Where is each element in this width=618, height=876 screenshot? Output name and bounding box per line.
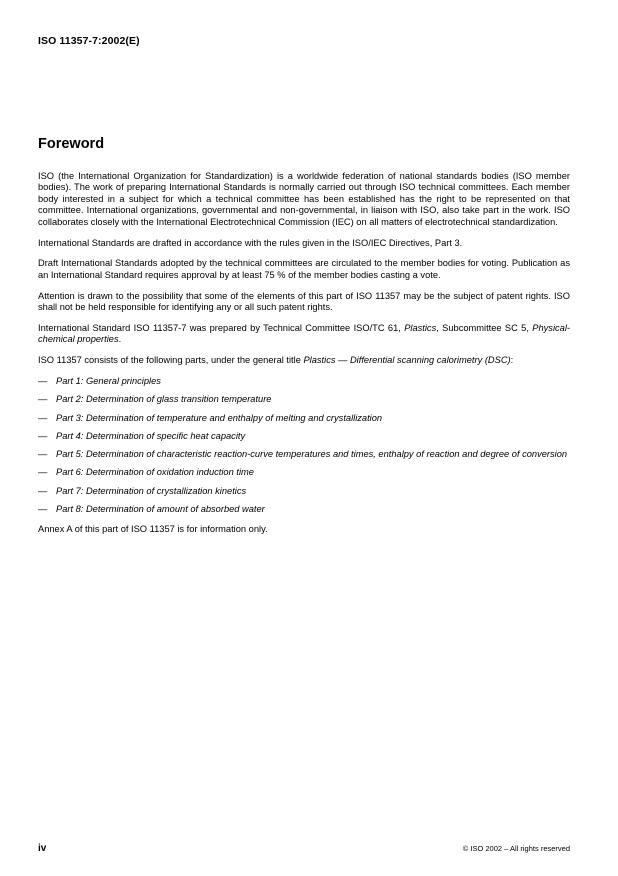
foreword-section [38,136,570,545]
committee-tc-name: Plastics [404,323,437,334]
list-item [38,486,570,497]
list-dash: — [38,412,48,423]
list-dash: — [38,376,48,387]
committee-sc-name: Physical-chemical properties [38,323,570,345]
part-title: Part 3: Determination of temperature and enthalpy of melting and crystallization [56,412,383,423]
list-dash: — [38,485,48,496]
committee-text-b: , Subcommittee SC 5, [436,323,533,334]
page-number: iv [38,843,47,854]
part-title: Part 4: Determination of specific heat capacity [56,430,246,441]
document-id-header: ISO 11357-7:2002(E) [38,35,140,47]
committee-text-a: International Standard ISO 11357-7 was prepared by Technical Committee ISO/TC 61, [38,323,405,334]
paragraph-annex: Annex A of this part of ISO 11357 is for information only. [38,524,268,535]
part-title: Part 5: Determination of characteristic reaction-curve temperatures and times, enthalpy of reaction and degree of conversion [56,449,568,460]
list-item [38,376,570,387]
list-dash: — [38,394,48,405]
paragraph-voting: Draft International Standards adopted by the technical committees are circulated to the member bodies for voting. Publication as an International Standard requires approval by at least 75 % of the member bodies casting a vote. [38,258,570,280]
paragraph-parts-intro [38,355,570,366]
list-dash: — [38,430,48,441]
list-dash: — [38,503,48,514]
paragraph-directives: International Standards are drafted in accordance with the rules given in the ISO/IEC Directives, Part 3. [38,237,463,248]
part-title: Part 2: Determination of glass transition temperature [56,394,272,405]
paragraph-patent-rights: Attention is drawn to the possibility that some of the elements of this part of ISO 11357 may be the subject of patent rights. ISO shall not be held responsible for identifying any or all such patent rights. [38,290,570,313]
list-item [38,394,570,405]
parts-intro-text-a: ISO 11357 consists of the following parts, under the general title [38,355,304,366]
page-title: Foreword [38,136,105,152]
list-dash: — [38,467,48,478]
list-item [38,449,570,460]
copyright-notice: © ISO 2002 – All rights reserved [462,844,570,853]
list-item [38,467,570,478]
paragraph-iso-overview: ISO (the International Organization for Standardization) is a worldwide federation of national standards bodies (ISO member bodies). The work of preparing International Standards is normally carried out through ISO technical committees. Each member body interested in a subject for which a technical committee has been established has the right to be represented on that committee. International organizations, governmental and non-governmental, in liaison with ISO, also take part in the work. ISO collaborates closely with the International Electrotechnical Commission (IEC) on all matters of electrotechnical standardization. [38,171,570,227]
list-dash: — [38,449,48,460]
committee-text-c: . [118,334,122,345]
part-title: Part 6: Determination of oxidation induction time [56,467,254,478]
part-title: Part 8: Determination of amount of absorbed water [56,503,265,514]
parts-intro-text-b: : [510,355,514,366]
list-item [38,431,570,442]
list-item [38,413,570,424]
part-title: Part 7: Determination of crystallization kinetics [56,485,247,496]
list-item [38,504,570,515]
part-title: Part 1: General principles [56,376,161,387]
parts-list [38,376,570,515]
parts-general-title: Plastics — Differential scanning calorimetry (DSC) [303,355,511,366]
paragraph-committee [38,323,570,346]
